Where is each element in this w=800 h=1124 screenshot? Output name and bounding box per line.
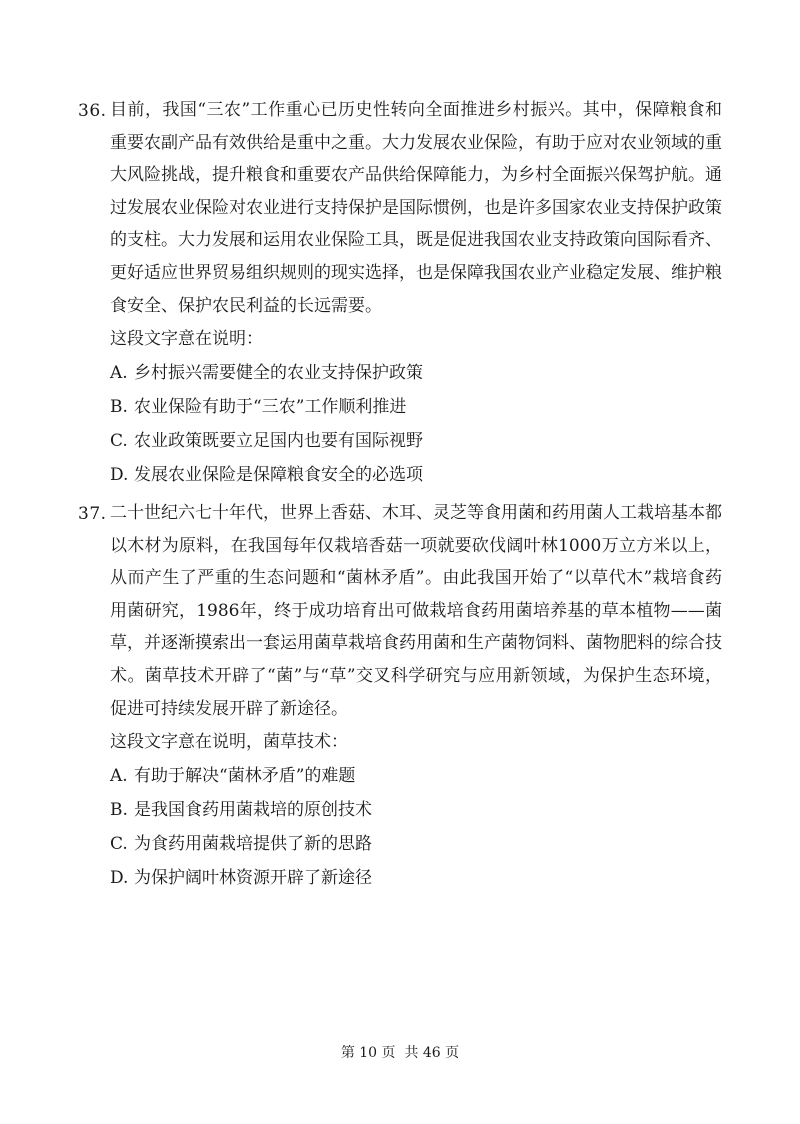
option-text: 乡村振兴需要健全的农业支持保护政策 [134,363,423,384]
option-text: 发展农业保险是保障粮食安全的必选项 [134,465,423,486]
option-letter: D. [110,465,129,486]
option-letter: D. [110,868,129,889]
option-a [110,356,722,390]
option-a [110,759,722,793]
question-number: 37. [78,504,107,524]
option-d [110,458,722,492]
question-prompt: 这段文字意在说明： [110,329,263,350]
option-letter: C. [110,834,128,855]
question-stem: 目前，我国“三农”工作重心已历史性转向全面推进乡村振兴。其中，保障粮食和重要农副产品有效供给是重中之重。大力发展农业保险，有助于应对农业领域的重大风险挑战，提升粮食和重要农产品供给保障能力，为乡村全面振兴保驾护航。通过发展农业保险对农业进行支持保护是国际惯例，也是许多国家农业支持保护政策的支柱。大力发展和运用农业保险工具，既是促进我国农业支持政策向国际看齐、更好适应世界贸易组织规则的现实选择，也是保障我国农业产业稳定发展、维护粮食安全、保护农民利益的长远需要。 [110,100,722,316]
question-36 [78,94,722,492]
option-letter: B. [110,800,128,821]
question-stem: 二十世纪六七十年代，世界上香菇、木耳、灵芝等食用菌和药用菌人工栽培基本都以木材为原料，在我国每年仅栽培香菇一项就要砍伐阔叶林1000万立方米以上，从而产生了严重的生态问题和“菌林矛盾”。由此我国开始了“以草代木”栽培食药用菌研究，1986年，终于成功培育出可做栽培食药用菌培养基的草本植物——菌草，并逐渐摸索出一套运用菌草栽培食药用菌和生产菌物饲料、菌物肥料的综合技术。菌草技术开辟了“菌”与“草”交叉科学研究与应用新领域，为保护生态环境，促进可持续发展开辟了新途径。 [110,503,722,719]
option-c [110,827,722,861]
option-text: 有助于解决“菌林矛盾”的难题 [134,766,356,787]
option-text: 是我国食药用菌栽培的原创技术 [134,800,372,821]
option-b [110,390,722,424]
option-text: 为保护阔叶林资源开辟了新途径 [134,868,372,889]
question-number: 36. [78,101,107,121]
option-text: 农业政策既要立足国内也要有国际视野 [134,431,423,452]
question-prompt: 这段文字意在说明，菌草技术： [110,732,348,753]
option-letter: A. [110,766,128,787]
option-b [110,793,722,827]
option-text: 为食药用菌栽培提供了新的思路 [134,834,372,855]
question-37 [78,497,722,895]
option-letter: C. [110,431,128,452]
option-c [110,424,722,458]
option-list [110,356,722,492]
page-footer: 第 10 页 共 46 页 [340,1045,460,1061]
option-letter: B. [110,397,128,418]
option-d [110,861,722,895]
option-list [110,759,722,895]
option-letter: A. [110,363,128,384]
option-text: 农业保险有助于“三农”工作顺利推进 [134,397,407,418]
